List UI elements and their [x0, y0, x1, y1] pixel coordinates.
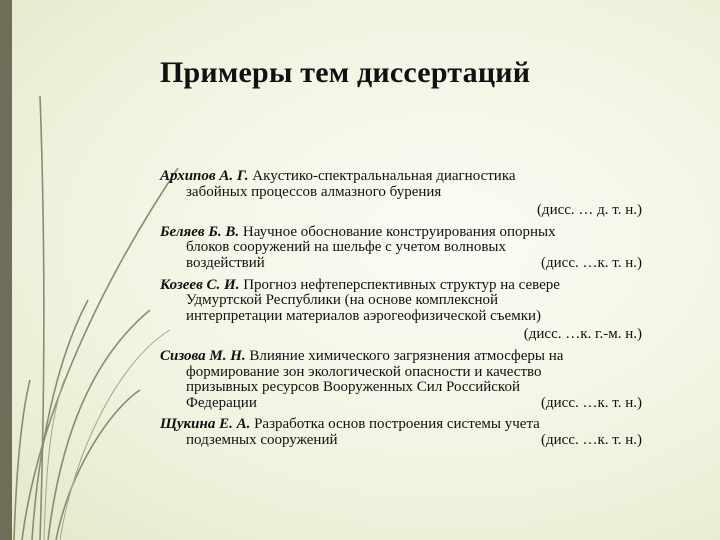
- degree-ref: (дисс. …к. т. н.): [541, 431, 642, 448]
- entry-title-text: формирование зон экологической опасности и качество: [186, 363, 542, 380]
- entry-title-text: блоков сооружений на шельфе с учетом волновых: [186, 239, 506, 256]
- entry-title-text: Влияние химического загрязнения атмосферы на: [249, 347, 564, 364]
- decorative-grass-lines: [0, 0, 180, 540]
- author-name: Беляев Б. В.: [160, 223, 240, 240]
- entry-title-text: Разработка основ построения системы учета: [254, 416, 540, 433]
- entry-title-text: подземных сооружений: [186, 431, 338, 448]
- author-name: Козеев С. И.: [160, 276, 240, 293]
- entry-title-text: призывных ресурсов Вооруженных Сил Российской: [186, 379, 520, 396]
- author-name: Сизова М. Н.: [160, 347, 246, 364]
- dissertation-list: [160, 169, 660, 455]
- degree-ref: (дисс. …к. т. н.): [541, 254, 642, 271]
- entry-title-text: воздействий: [186, 254, 265, 271]
- entry-title-text: Федерации: [186, 394, 257, 411]
- degree-ref: (дисс. …к. т. н.): [541, 394, 642, 411]
- author-name: Щукина Е. А.: [160, 416, 251, 433]
- list-item: [160, 169, 660, 219]
- entry-first-line: [160, 225, 660, 241]
- entry-first-line: [160, 169, 660, 185]
- entry-first-line: [160, 417, 660, 433]
- page-title: Примеры тем диссертаций: [160, 56, 531, 89]
- entry-first-line: [160, 349, 660, 365]
- entry-title-text: забойных процессов алмазного бурения: [186, 183, 442, 200]
- degree-ref: (дисс. …к. г.-м. н.): [523, 326, 642, 343]
- list-item: [160, 417, 660, 448]
- entry-title-text: Удмуртской Республики (на основе комплексной: [186, 292, 499, 309]
- entry-title-text: Прогноз нефтеперспективных структур на севере: [243, 276, 560, 293]
- list-item: [160, 278, 660, 343]
- author-name: Архипов А. Г.: [160, 168, 249, 184]
- degree-ref: (дисс. … д. т. н.): [536, 202, 642, 219]
- entry-title-text: Акустико-спектральнальная диагностика: [252, 168, 516, 184]
- list-item: [160, 349, 660, 411]
- entry-title-text: Научное обоснование конструирования опорных: [242, 223, 556, 240]
- entry-title-text: интерпретации материалов аэрогеофизической съемки): [186, 307, 542, 324]
- list-item: [160, 225, 660, 272]
- entry-first-line: [160, 278, 660, 294]
